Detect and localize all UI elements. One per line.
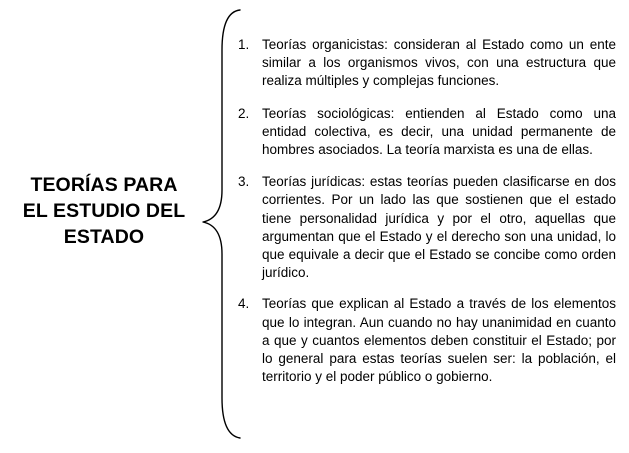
list-item-text: Teorías organicistas: consideran al Estado como un ente similar a los organismos vivos, con una estructura que realiza múltiples y complejas funciones.: [262, 37, 616, 89]
diagram-title: [8, 172, 200, 250]
list-item-text: Teorías sociológicas: entienden al Estado como una entidad colectiva, es decir, una unidad permanente de hombres asociados. La teoría marxista es una de ellas.: [262, 105, 616, 158]
list-item-text: Teorías jurídicas: estas teorías pueden clasificarse en dos corrientes. Por un lado las que sostienen que el estado tiene personalidad jurídica y por el otro, aquellas que argumentan que el Estado y el derecho son una unidad, lo que equivale a decir que el Estado se concibe como orden jurídico.: [262, 174, 616, 281]
list-item-number: 4.: [238, 296, 250, 312]
list-item-number: 3.: [238, 174, 250, 190]
list-item-number: 1.: [238, 37, 250, 52]
list-item: [238, 295, 616, 386]
list-item: [238, 105, 616, 160]
list-item-text: Teorías que explican al Estado a través de los elementos que lo integran. Aun cuando no hay unanimidad en cuanto a que y cuantos elementos deben constituir el Estado; por lo general para estas teorías suelen ser: la población, el territorio y el poder público o gobierno.: [262, 296, 616, 385]
list-item-number: 2.: [238, 105, 250, 121]
title-line-3: ESTADO: [63, 226, 145, 248]
list-item: [238, 36, 616, 91]
title-line-1: TEORÍAS PARA: [30, 174, 178, 196]
list-item: [238, 173, 616, 282]
title-line-2: EL ESTUDIO DEL: [22, 200, 186, 222]
theory-list: [238, 36, 616, 386]
